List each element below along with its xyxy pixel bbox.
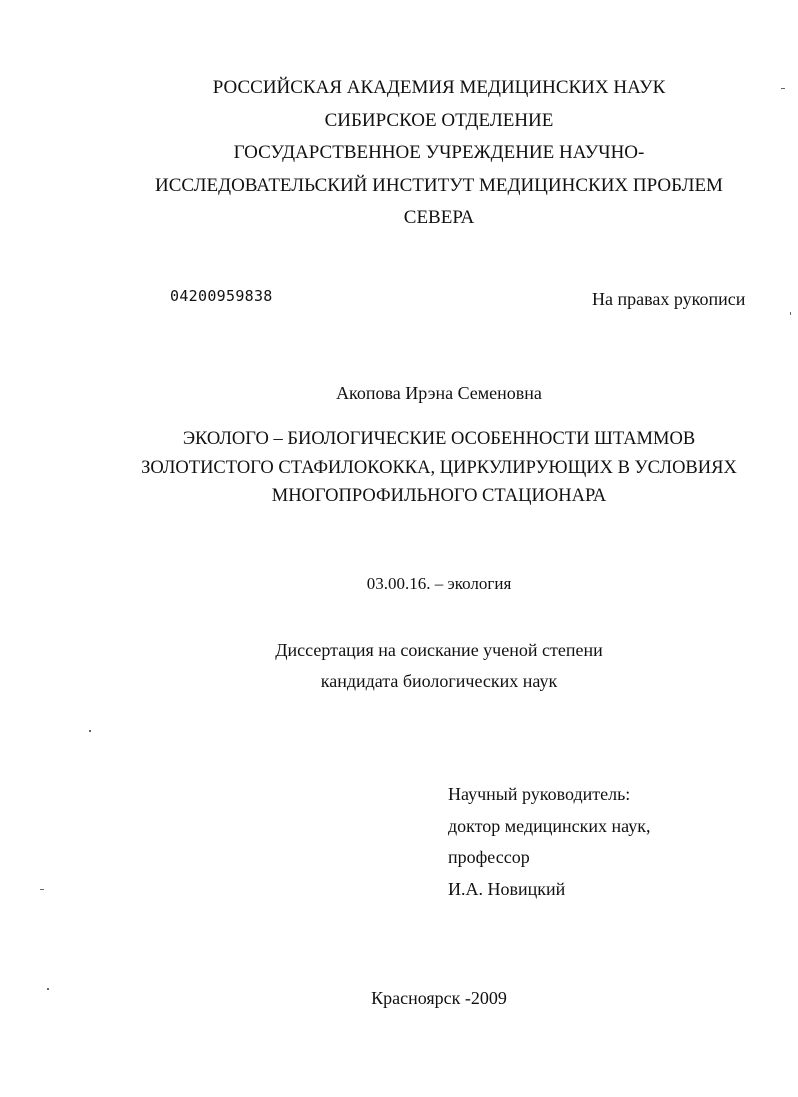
title-line: МНОГОПРОФИЛЬНОГО СТАЦИОНАРА	[271, 486, 607, 506]
city-year: Красноярск -2009	[371, 988, 507, 1008]
archive-stamp-number: 04200959838	[170, 287, 273, 305]
scan-speck	[89, 730, 91, 732]
scan-speck	[40, 889, 44, 890]
organization-header	[0, 72, 798, 235]
dissertation-title	[0, 425, 798, 511]
supervisor-block	[448, 779, 650, 905]
title-line: ЭКОЛОГО – БИОЛОГИЧЕСКИЕ ОСОБЕННОСТИ ШТАММОВ	[182, 429, 696, 449]
degree-statement	[0, 635, 798, 697]
supervisor-line: профессор	[448, 847, 530, 867]
specialty-code: 03.00.16. – экология	[366, 574, 512, 593]
scan-speck	[47, 988, 49, 990]
author-name: Акопова Ирэна Семеновна	[336, 383, 542, 403]
manuscript-rights-note: На правах рукописи	[592, 289, 746, 309]
organization-line: ГОСУДАРСТВЕННОЕ УЧРЕЖДЕНИЕ НАУЧНО-	[233, 142, 645, 163]
organization-line: СЕВЕРА	[403, 207, 475, 228]
title-line: ЗОЛОТИСТОГО СТАФИЛОКОККА, ЦИРКУЛИРУЮЩИХ В УСЛОВИЯХ	[141, 457, 737, 478]
supervisor-line: Научный руководитель:	[448, 784, 631, 804]
supervisor-line: И.А. Новицкий	[448, 878, 566, 899]
degree-line: Диссертация на соискание ученой степени	[275, 640, 603, 660]
scan-speck	[790, 312, 791, 315]
organization-line: ИССЛЕДОВАТЕЛЬСКИЙ ИНСТИТУТ МЕДИЦИНСКИХ ПРОБЛЕМ	[155, 174, 723, 196]
organization-line: РОССИЙСКАЯ АКАДЕМИЯ МЕДИЦИНСКИХ НАУК	[212, 77, 666, 98]
organization-line: СИБИРСКОЕ ОТДЕЛЕНИЕ	[324, 109, 554, 131]
scan-speck	[781, 88, 785, 89]
supervisor-line: доктор медицинских наук,	[448, 815, 651, 836]
degree-line: кандидата биологических наук	[320, 671, 558, 691]
